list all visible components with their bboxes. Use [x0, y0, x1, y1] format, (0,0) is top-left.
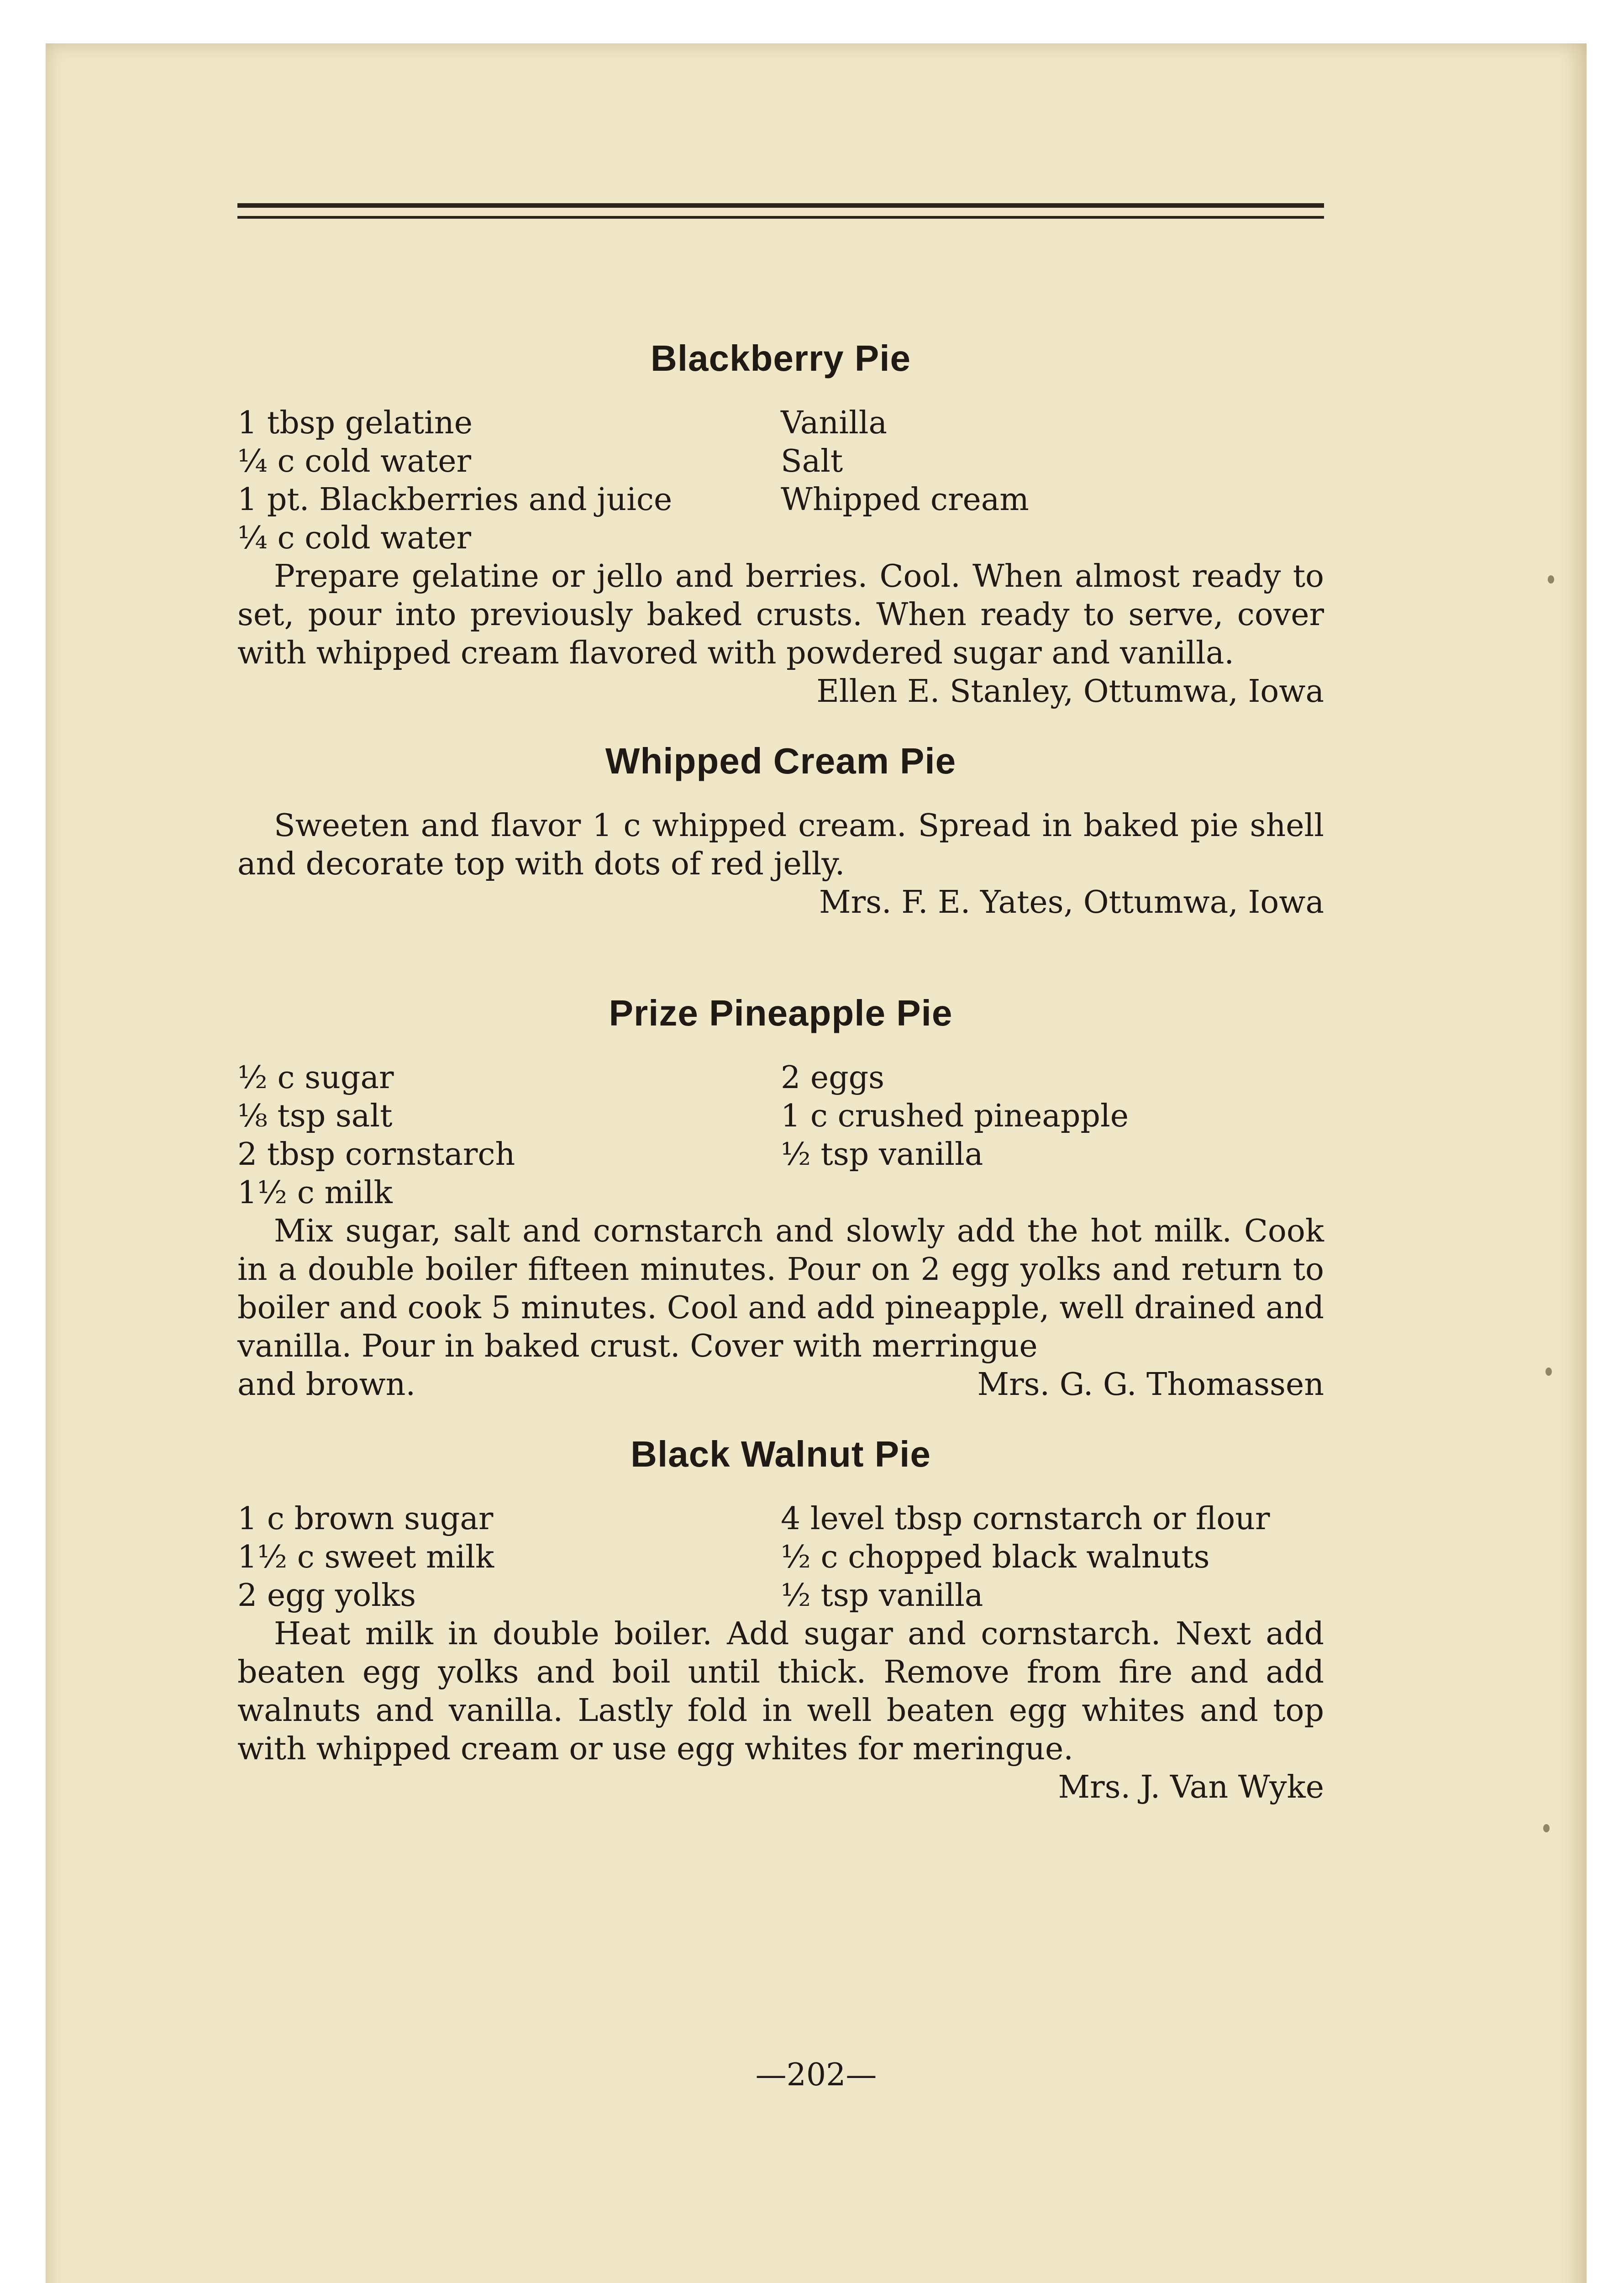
recipe-method: Sweeten and flavor 1 c whipped cream. Spread in baked pie shell and decorate top with dots of red jelly.: [237, 808, 1324, 882]
ingredient-item: Whipped cream: [781, 482, 1029, 518]
ingredient-item: ½ tsp vanilla: [781, 1136, 983, 1173]
ingredient-item: Vanilla: [781, 405, 887, 441]
top-rule-thin: [237, 216, 1324, 223]
ingredient-item: 1½ c sweet milk: [237, 1539, 494, 1575]
recipe-attribution: Mrs. G. G. Thomassen: [977, 1367, 1324, 1403]
recipe-attribution: Ellen E. Stanley, Ottumwa, Iowa: [816, 673, 1324, 710]
recipe-title: Black Walnut Pie: [631, 1434, 931, 1474]
ingredient-column-left: [237, 404, 781, 558]
ingredient-item: ¼ c cold water: [237, 443, 471, 479]
ingredient-item: 1 pt. Blackberries and juice: [237, 482, 673, 518]
ingredient-column-right: [781, 1059, 1324, 1212]
recipe-method: Mix sugar, salt and cornstarch and slowly add the hot milk. Cook in a double boiler fifteen minutes. Pour on 2 egg yolks and return to boiler and cook 5 minutes. Cool and add pineapple, well drained and vanilla. Pour in baked crust. Cover with merringue: [237, 1213, 1324, 1364]
ingredient-item: ⅛ tsp salt: [237, 1098, 393, 1134]
recipe-attribution-line: [237, 1366, 1324, 1404]
ingredient-item: 1 c brown sugar: [237, 1501, 494, 1537]
recipe-title: Blackberry Pie: [651, 338, 911, 379]
recipe-black-walnut-pie: [237, 1431, 1324, 1807]
ingredient-list: [237, 1059, 1324, 1212]
paper-speck: [1543, 1824, 1550, 1832]
recipe-method: Prepare gelatine or jello and berries. Cool. When almost ready to set, pour into previously baked crusts. When ready to serve, cover with whipped cream flavored with powdered sugar and vanilla.: [237, 558, 1324, 671]
paper-speck: [1548, 575, 1554, 584]
recipe-method: Heat milk in double boiler. Add sugar and cornstarch. Next add beaten egg yolks and boil until thick. Remove from fire and add walnuts and vanilla. Lastly fold in well beaten egg whites and top with whipped cream or use egg whites for meringue.: [237, 1616, 1324, 1767]
ingredient-column-left: [237, 1059, 781, 1212]
top-rule: [237, 203, 1324, 212]
recipe-prize-pineapple-pie: [237, 990, 1324, 1404]
ingredient-item: ¼ c cold water: [237, 520, 471, 556]
recipe-title: Whipped Cream Pie: [605, 741, 957, 781]
recipe-blackberry-pie: [237, 336, 1324, 711]
recipe-method-end: and brown.: [237, 1367, 416, 1403]
recipe-attribution: Mrs. F. E. Yates, Ottumwa, Iowa: [819, 884, 1324, 921]
ingredient-item: ½ c sugar: [237, 1060, 394, 1096]
recipe-content: [237, 244, 1324, 1807]
ingredient-column-right: [781, 404, 1324, 558]
ingredient-item: 2 eggs: [781, 1060, 885, 1096]
ingredient-item: ½ c chopped black walnuts: [781, 1539, 1210, 1575]
recipe-whipped-cream-pie: [237, 738, 1324, 922]
ingredient-item: 1 c crushed pineapple: [781, 1098, 1129, 1134]
ingredient-item: ½ tsp vanilla: [781, 1578, 983, 1614]
ingredient-item: 2 egg yolks: [237, 1578, 416, 1614]
ingredient-item: 1 tbsp gelatine: [237, 405, 473, 441]
page-sheet: [46, 43, 1587, 2283]
page-edge-shadow: [1559, 43, 1587, 2283]
ingredient-item: 2 tbsp cornstarch: [237, 1136, 515, 1173]
recipe-attribution: Mrs. J. Van Wyke: [1058, 1769, 1324, 1805]
page-number: —202—: [755, 2057, 877, 2093]
ingredient-column-left: [237, 1500, 781, 1615]
recipe-title: Prize Pineapple Pie: [609, 993, 953, 1033]
ingredient-list: [237, 404, 1324, 558]
paper-speck: [1545, 1368, 1552, 1376]
ingredient-column-right: [781, 1500, 1324, 1615]
ingredient-item: 1½ c milk: [237, 1175, 393, 1211]
ingredient-item: 4 level tbsp cornstarch or flour: [781, 1501, 1270, 1537]
ingredient-list: [237, 1500, 1324, 1615]
ingredient-item: Salt: [781, 443, 843, 479]
